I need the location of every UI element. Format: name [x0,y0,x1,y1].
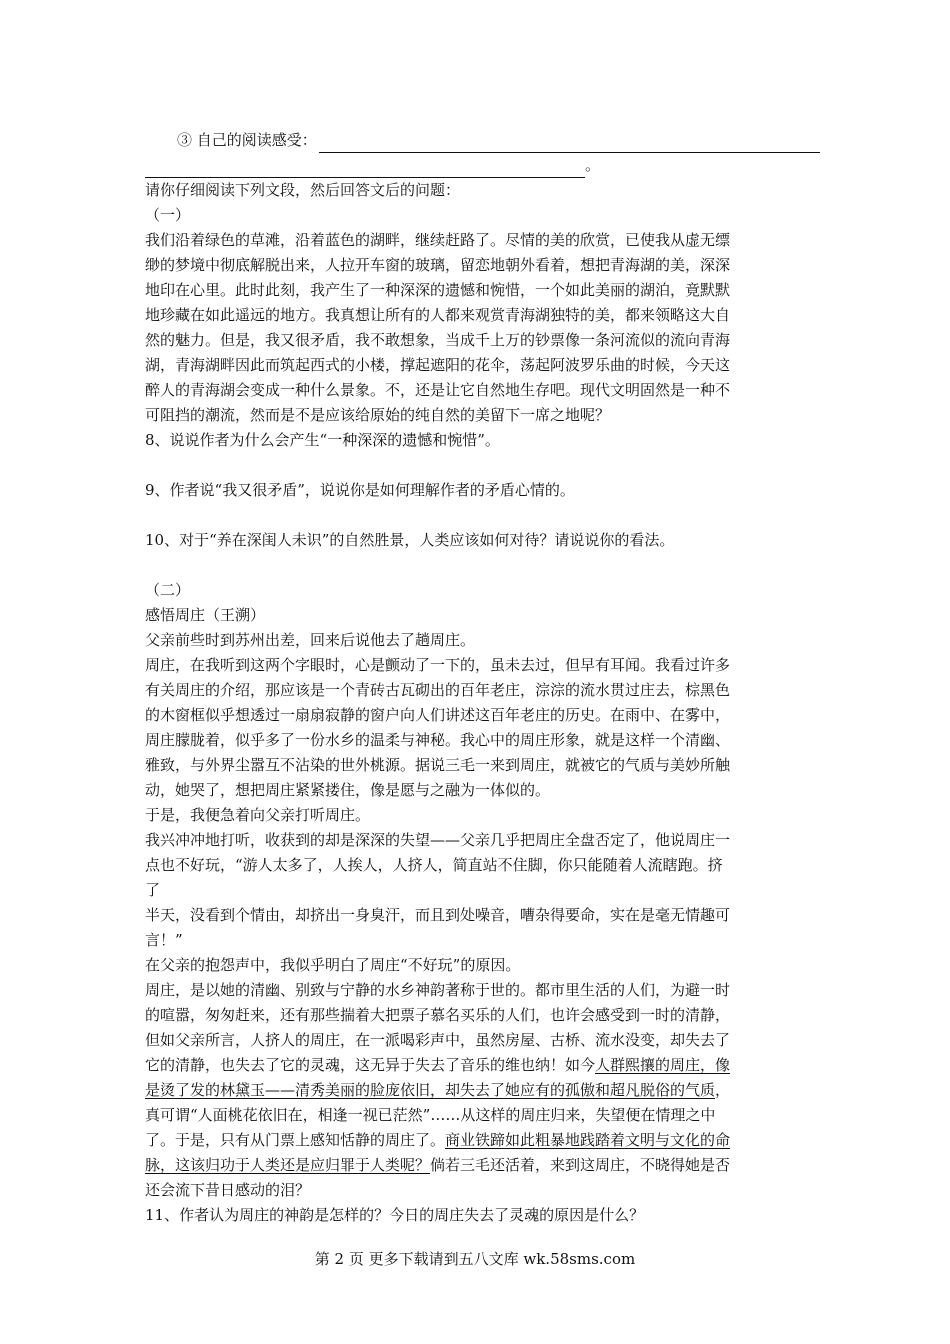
passage-line: 还会流下昔日感动的泪？ [145,1181,311,1199]
passage-line: 然的魅力。但是，我又很矛盾，我不敢想象，当成千上万的钞票像一条河流似的流向青海 [145,331,731,349]
answer-space [145,553,820,578]
answer-blank-line[interactable] [145,161,585,178]
reading-feeling-prompt: ③ 自己的阅读感受： [177,131,317,149]
underlined-sentence: 脉，这该归功于人类还是应归罪于人类呢？ [145,1156,431,1174]
text-span: 了。于是，只有从门票上感知恬静的周庄了。 [145,1131,446,1149]
passage-line: 点也不好玩，“游人太多了，人挨人，人挤人，简直站不住脚，你只能随着人流瞎跑。挤 [145,856,723,874]
section-label: （一） [145,206,191,224]
text-span: ， [715,1081,731,1099]
passage-line: 地印在心里。此时此刻，我产生了一种深深的遗憾和惋惜，一个如此美丽的湖泊，竟默默 [145,281,731,299]
reading-feeling-continuation [145,153,820,178]
question-9: 9、作者说“我又很矛盾”，说说你是如何理解作者的矛盾心情的。 [145,481,575,499]
passage-line: 周庄朦胧着，似乎多了一份水乡的温柔与神秘。我心中的周庄形象，就是这样一个清幽、 [145,731,731,749]
passage-line: 醉人的青海湖会变成一种什么景象。不，还是让它自然地生存吧。现代文明固然是一种不 [145,381,731,399]
passage-line: 真可谓“人面桃花依旧在，相逢一视已茫然”……从这样的周庄归来，失望便在情理之中 [145,1106,716,1124]
paragraph: 在父亲的抱怨声中，我似乎明白了周庄“不好玩”的原因。 [145,956,521,974]
paragraph-zhouzhuang-image [145,653,820,803]
paragraph-father-disappointment [145,828,820,953]
paragraph: 父亲前些时到苏州出差，回来后说他去了趟周庄。 [145,631,476,649]
answer-space [145,503,820,528]
passage-line [145,1053,820,1078]
answer-blank-line[interactable] [319,136,820,153]
passage-line: 湖，青海湖畔因此而筑起西式的小楼，撑起遮阳的花伞，荡起阿波罗乐曲的时候，今天这 [145,356,731,374]
page-footer: 第 2 页 更多下载请到五八文库 wk.58sms.com [314,1250,636,1268]
paragraph: 于是，我便急着向父亲打听周庄。 [145,806,371,824]
passage-line: 雅致，与外界尘嚣互不沾染的世外桃源。据说三毛一来到周庄，就被它的气质与美妙所触 [145,756,731,774]
passage-line [145,1153,820,1178]
reading-feeling-question [145,128,820,153]
question-8: 8、说说作者为什么会产生“一种深深的遗憾和惋惜”。 [145,431,500,449]
passage-line: 我们沿着绿色的草滩，沿着蓝色的湖畔，继续赶路了。尽情的美的欣赏，已使我从虚无缥 [145,231,731,249]
underlined-sentence: 人群熙攘的周庄，像 [595,1056,731,1074]
passage-line: 但如父亲所言，人挤人的周庄，在一派喝彩声中，虽然房屋、古桥、流水没变，却失去了 [145,1031,731,1049]
passage-line: 缈的梦境中彻底解脱出来，人拉开车窗的玻璃，留恋地朝外看着，想把青海湖的美，深深 [145,256,731,274]
passage-line: 可阻挡的潮流，然而是不是应该给原始的纯自然的美留下一席之地呢？ [145,406,611,424]
passage-line: 言！” [145,931,183,949]
passage-line: 我兴冲冲地打听，收获到的却是深深的失望——父亲几乎把周庄全盘否定了，他说周庄一 [145,831,731,849]
passage-line: 有关周庄的介绍，那应该是一个青砖古瓦砌出的百年老庄，淙淙的流水贯过庄去，棕黑色 [145,681,731,699]
end-mark: 。 [585,156,601,174]
instruction: 请你仔细阅读下列文段，然后回答文后的问题： [145,181,461,199]
question-11: 11、作者认为周庄的神韵是怎样的？今日的周庄失去了灵魂的原因是什么？ [145,1206,645,1224]
passage-line: 地珍藏在如此遥远的地方。我真想让所有的人都来观赏青海湖独特的美，都来领略这大自 [145,306,731,324]
text-span: 倘若三毛还活着，来到这周庄，不晓得她是否 [430,1156,731,1174]
passage-line [145,1128,820,1153]
answer-space [145,453,820,478]
section-label: （二） [145,581,191,599]
paragraph-lost-soul [145,978,820,1203]
passage-line: 的喧嚣，匆匆赶来，还有那些揣着大把票子慕名买乐的人们，也许会感受到一时的清静， [145,1006,731,1024]
question-10: 10、对于“养在深闺人未识”的自然胜景，人类应该如何对待？请说说你的看法。 [145,531,675,549]
passage-qinghai-lake [145,228,820,428]
document-body [145,128,820,1228]
passage-line: 半天，没看到个情由，却挤出一身臭汗，而且到处噪音，嘈杂得要命，实在是毫无情趣可 [145,906,731,924]
underlined-sentence: 是烫了发的林黛玉——清秀美丽的脸庞依旧，却失去了她应有的孤傲和超凡脱俗的气质 [145,1081,716,1099]
passage-line: 周庄，在我听到这两个字眼时，心是颤动了一下的，虽未去过，但早有耳闻。我看过许多 [145,656,731,674]
underlined-sentence: 商业铁蹄如此粗暴地践踏着文明与文化的命 [445,1131,731,1149]
passage-line [145,1078,820,1103]
article-title: 感悟周庄（王溯） [145,606,266,624]
passage-line: 了 [145,881,161,899]
passage-line: 的木窗框似乎想透过一扇扇寂静的窗户向人们讲述这百年老庄的历史。在雨中、在雾中， [145,706,731,724]
passage-line: 周庄，是以她的清幽、别致与宁静的水乡神韵著称于世的。都市里生活的人们，为避一时 [145,981,731,999]
passage-line: 动，她哭了，想把周庄紧紧搂住，像是愿与之融为一体似的。 [145,781,551,799]
text-span: 它的清静，也失去了它的灵魂，这无异于失去了音乐的维也纳！如今 [145,1056,596,1074]
